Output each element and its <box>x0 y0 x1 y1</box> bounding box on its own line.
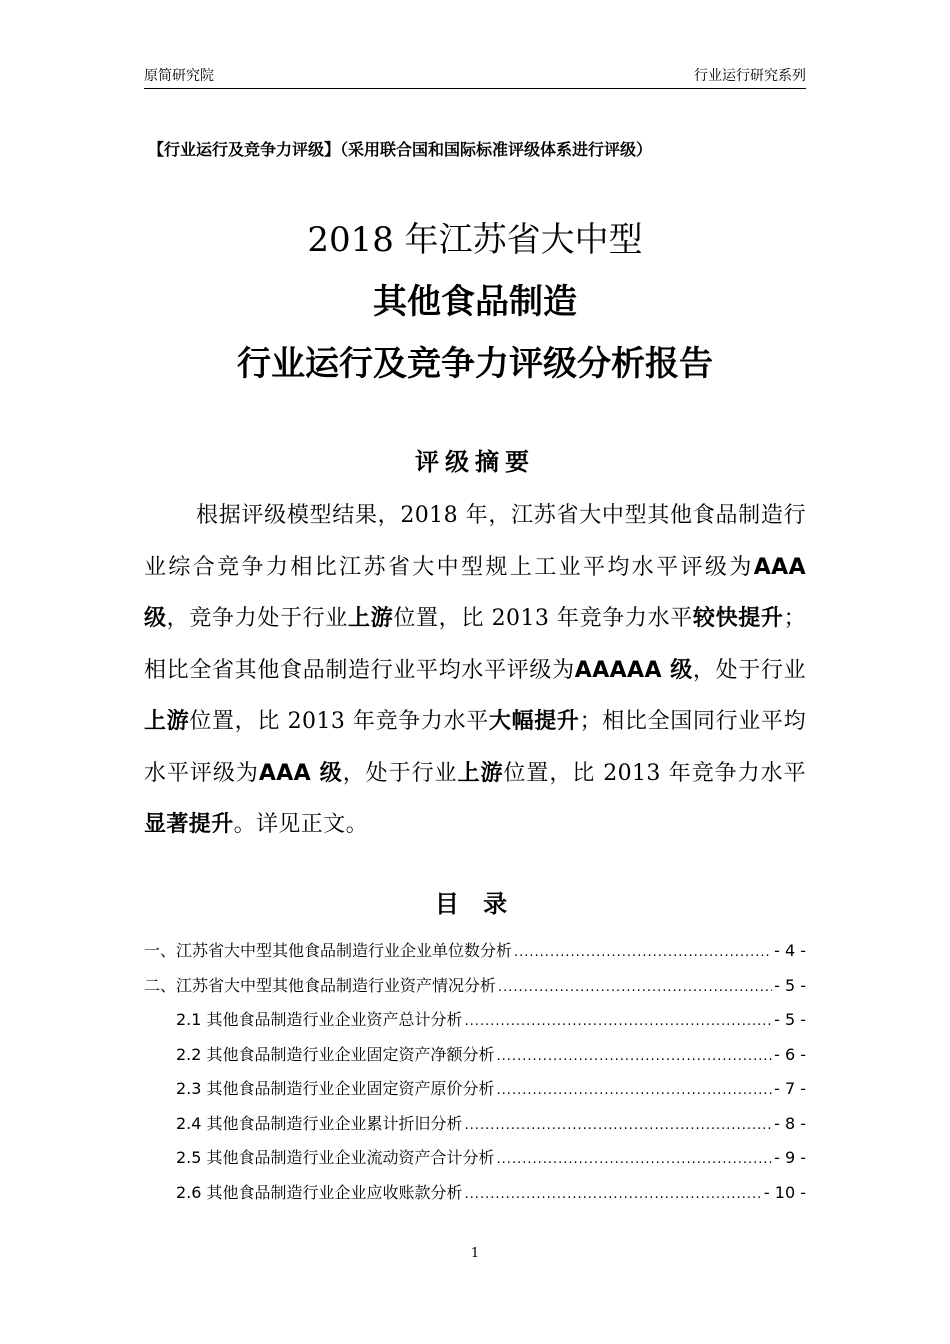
summary-highlight: 显著提升 <box>144 812 234 837</box>
summary-paragraph <box>144 490 806 851</box>
page-header <box>144 66 806 89</box>
summary-text: ，处于行业 <box>342 760 458 786</box>
toc-entry[interactable] <box>144 1176 806 1211</box>
summary-highlight: AAA 级 <box>258 760 343 786</box>
toc-entry-page: - 9 - <box>774 1148 806 1167</box>
report-title-line-2: 其他食品制造 <box>373 282 577 322</box>
toc-leader-dots <box>498 971 772 1005</box>
toc-entry-page: - 4 - <box>774 941 806 960</box>
header-series-name: 行业运行研究系列 <box>694 68 806 84</box>
page-number: 1 <box>470 1246 480 1261</box>
report-title-line-3: 行业运行及竞争力评级分析报告 <box>237 344 713 384</box>
toc-entry[interactable] <box>144 969 806 1004</box>
rating-method-line: 【行业运行及竞争力评级】（采用联合国和国际标准评级体系进行评级） <box>148 140 653 159</box>
summary-highlight: AAAAA 级 <box>574 657 693 683</box>
summary-text: 位置，比 2013 年竞争力水平 <box>189 709 489 734</box>
summary-text: 。详见正文。 <box>233 812 369 837</box>
header-org-name: 原简研究院 <box>144 68 214 84</box>
toc-entry[interactable] <box>144 934 806 969</box>
summary-highlight: 上游 <box>348 606 394 631</box>
summary-highlight: AAA 级 <box>144 554 806 631</box>
toc-entry[interactable] <box>144 1038 806 1073</box>
toc-entry[interactable] <box>144 1072 806 1107</box>
toc-entry-label: 2.3 其他食品制造行业企业固定资产原价分析 <box>176 1079 495 1098</box>
toc-entry-page: - 6 - <box>774 1044 806 1064</box>
summary-highlight: 大幅提升 <box>488 709 580 734</box>
summary-text: 位置，比 2013 年竞争力水平 <box>393 606 693 631</box>
summary-highlight: 较快提升 <box>692 606 784 631</box>
toc-leader-dots <box>465 1178 762 1212</box>
toc-entry-label: 2.2 其他食品制造行业企业固定资产净额分析 <box>176 1044 495 1064</box>
toc-leader-dots <box>497 1040 773 1074</box>
toc-entry-page: - 7 - <box>774 1079 806 1098</box>
toc-entry[interactable] <box>144 1107 806 1142</box>
toc-entry[interactable] <box>144 1003 806 1038</box>
summary-text: ；相比全国同行业平均水平评级为 <box>144 709 806 786</box>
toc-leader-dots <box>465 1005 773 1039</box>
table-of-contents <box>144 934 806 1210</box>
toc-leader-dots <box>497 1143 773 1177</box>
toc-entry-page: - 5 - <box>774 975 806 995</box>
toc-heading: 目 录 <box>434 890 516 918</box>
summary-text: ；相比全省其他食品制造行业平均水平评级为 <box>144 606 806 683</box>
summary-text: ，处于行业 <box>692 657 806 683</box>
summary-highlight: 上游 <box>144 709 190 734</box>
toc-entry-label: 2.6 其他食品制造行业企业应收账款分析 <box>176 1182 463 1202</box>
toc-entry-page: - 10 - <box>763 1182 806 1202</box>
toc-leader-dots <box>514 936 772 970</box>
summary-text: ，竞争力处于行业 <box>166 606 348 631</box>
toc-leader-dots <box>465 1109 773 1143</box>
toc-entry[interactable] <box>144 1141 806 1176</box>
toc-entry-label: 2.4 其他食品制造行业企业累计折旧分析 <box>176 1113 463 1133</box>
toc-entry-label: 2.1 其他食品制造行业企业资产总计分析 <box>176 1010 463 1029</box>
summary-text: 位置，比 2013 年竞争力水平 <box>503 760 806 786</box>
toc-entry-page: - 5 - <box>774 1010 806 1029</box>
summary-highlight: 上游 <box>457 760 504 786</box>
report-title-line-1: 2018 年江苏省大中型 <box>307 220 643 260</box>
toc-entry-label: 一、江苏省大中型其他食品制造行业企业单位数分析 <box>144 941 513 960</box>
summary-heading: 评级摘要 <box>415 448 535 476</box>
toc-entry-label: 2.5 其他食品制造行业企业流动资产合计分析 <box>176 1148 495 1167</box>
toc-leader-dots <box>497 1074 773 1108</box>
toc-entry-page: - 8 - <box>774 1113 806 1133</box>
summary-text: 根据评级模型结果，2018 年，江苏省大中型其他食品制造行业综合竞争力相比江苏省大中型规上工业平均水平评级为 <box>144 503 806 580</box>
toc-entry-label: 二、江苏省大中型其他食品制造行业资产情况分析 <box>144 975 497 995</box>
